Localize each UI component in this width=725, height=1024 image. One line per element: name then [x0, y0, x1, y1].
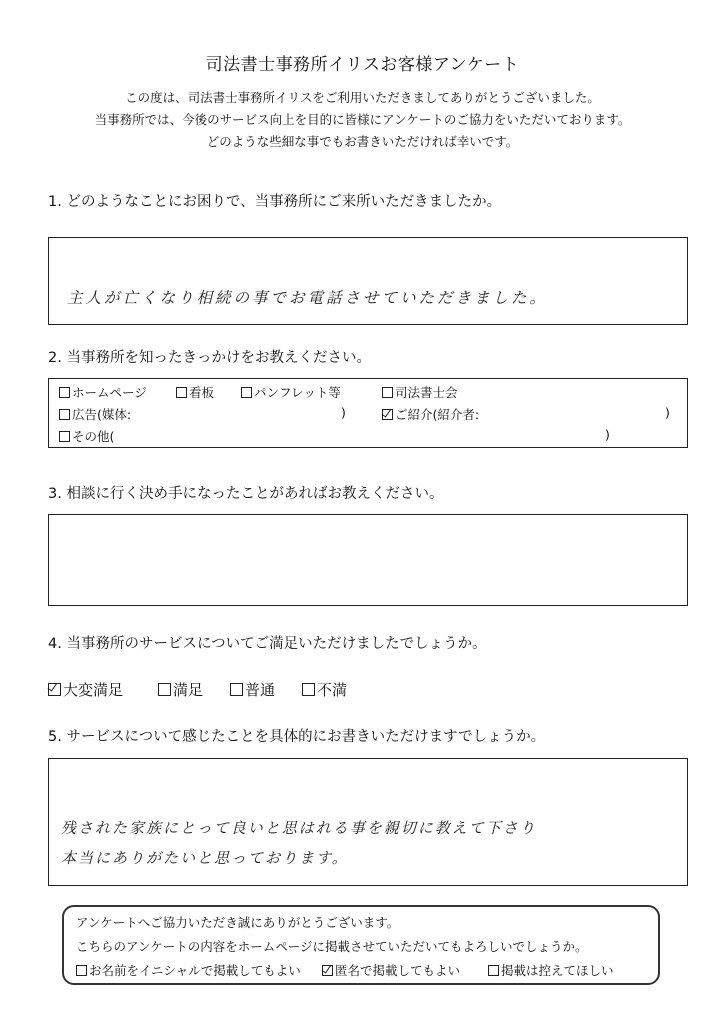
- option-other[interactable]: その他(: [59, 427, 114, 445]
- question-5-answer-line-2: 本当にありがたいと思っております。: [61, 849, 349, 867]
- checkbox-advertisement[interactable]: [59, 409, 70, 420]
- intro-line-2: 当事務所では、今後のサービス向上を目的に皆様にアンケートのご協力をいただいております。: [94, 112, 631, 127]
- checkbox-pamphlet[interactable]: [241, 387, 252, 398]
- satisfaction-dissatisfied[interactable]: 不満: [302, 679, 347, 700]
- checkbox-homepage[interactable]: [59, 387, 70, 398]
- satisfaction-very-satisfied[interactable]: 大変満足: [48, 679, 123, 700]
- checkbox-other[interactable]: [59, 431, 70, 442]
- option-pamphlet[interactable]: パンフレット等: [241, 383, 341, 401]
- question-2-options-box: [48, 378, 688, 448]
- checkbox-judicial-scrivener-assoc[interactable]: [382, 387, 393, 398]
- checkbox-referral[interactable]: [382, 409, 393, 420]
- checkbox-normal[interactable]: [230, 683, 243, 696]
- question-1-label: 1. どのようなことにお困りで、当事務所にご来所いただきましたか。: [48, 194, 502, 210]
- option-homepage[interactable]: ホームページ: [59, 383, 147, 401]
- checkbox-anonymous[interactable]: [322, 965, 333, 976]
- intro-line-1: この度は、司法書士事務所イリスをご利用いただきましてありがとうございました。: [125, 90, 600, 105]
- consent-option-anonymous[interactable]: 匿名で掲載してもよい: [322, 961, 460, 979]
- checkbox-very-satisfied[interactable]: [48, 683, 61, 696]
- question-5-answer-line-1: 残された家族にとって良いと思はれる事を親切に教えて下さり: [61, 819, 537, 837]
- consent-option-initials[interactable]: お名前をイニシャルで掲載してもよい: [76, 961, 301, 979]
- option-signboard[interactable]: 看板: [176, 383, 214, 401]
- option-judicial-scrivener-assoc[interactable]: 司法書士会: [382, 383, 458, 401]
- option-referral[interactable]: ご紹介(紹介者:: [382, 405, 479, 423]
- question-1-answer: 主人が亡くなり相続の事でお電話させていただきました。: [67, 289, 549, 307]
- checkbox-satisfied[interactable]: [158, 683, 171, 696]
- question-5-label: 5. サービスについて感じたことを具体的にお書きいただけますでしょうか。: [48, 729, 546, 745]
- question-4-label: 4. 当事務所のサービスについてご満足いただけましたでしょうか。: [48, 636, 487, 652]
- footer-question: こちらのアンケートの内容をホームページに掲載させていただいてもよろしいでしょうか。: [76, 939, 588, 954]
- checkbox-dissatisfied[interactable]: [302, 683, 315, 696]
- other-close-paren: ): [605, 427, 610, 442]
- option-advertisement[interactable]: 広告(媒体:: [59, 405, 131, 423]
- question-3-label: 3. 相談に行く決め手になったことがあればお教えください。: [48, 486, 444, 502]
- publication-consent-box: [62, 905, 660, 985]
- checkbox-initials[interactable]: [76, 965, 87, 976]
- question-1-answer-box[interactable]: [48, 237, 688, 325]
- question-2-label: 2. 当事務所を知ったきっかけをお教えください。: [48, 350, 371, 366]
- question-3-answer-box[interactable]: [48, 514, 688, 606]
- survey-title: 司法書士事務所イリスお客様アンケート: [205, 55, 520, 75]
- checkbox-decline[interactable]: [488, 965, 499, 976]
- satisfaction-satisfied[interactable]: 満足: [158, 679, 203, 700]
- intro-line-3: どのような些細な事でもお書きいただければ幸いです。: [206, 134, 519, 149]
- consent-option-decline[interactable]: 掲載は控えてほしい: [488, 961, 614, 979]
- footer-thanks: アンケートへご協力いただき誠にありがとうございます。: [76, 915, 400, 930]
- checkbox-signboard[interactable]: [176, 387, 187, 398]
- question-5-answer-box[interactable]: [48, 758, 688, 886]
- advertisement-close-paren: ): [341, 405, 346, 420]
- satisfaction-normal[interactable]: 普通: [230, 679, 275, 700]
- referral-close-paren: ): [665, 405, 670, 420]
